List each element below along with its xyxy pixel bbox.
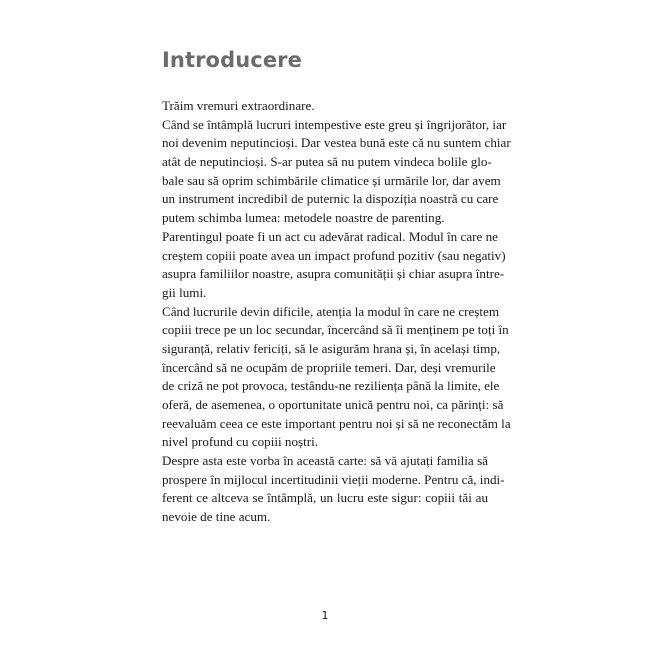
text-line: un instrument incredibil de puternic la dispoziția noastră cu care: [162, 191, 499, 207]
text-line: gii lumi.: [162, 284, 207, 300]
text-line: Parentingul poate fi un act cu adevărat radical. Modul în care ne: [162, 228, 498, 244]
page-number: 1: [321, 609, 329, 622]
text-line: Când lucrurile devin dificile, atenția la modul în care ne creștem: [162, 303, 500, 319]
text-line: nevoie de tine acum.: [162, 509, 271, 525]
text-line: creștem copiii poate avea un impact profund pozitiv (sau negativ): [162, 247, 506, 263]
text-line: nivel profund cu copiii noștri.: [162, 434, 319, 450]
text-line: Trăim vremuri extraordinare.: [162, 98, 315, 113]
body-text: [162, 97, 511, 527]
text-line: ferent ce altceva se întâmplă, un lucru este sigur: copiii tăi au: [162, 490, 488, 506]
text-line: de criză ne pot provoca, testându-ne reziliența până la limite, ele: [162, 378, 500, 394]
text-line: prospere în mijlocul incertitudinii vieții moderne. Pentru că, indi-: [162, 471, 505, 487]
text-line: Când se întâmplă lucruri intempestive este greu și îngrijorător, iar: [162, 116, 507, 132]
text-line: asupra familiilor noastre, asupra comunității și chiar asupra între-: [162, 266, 505, 282]
text-line: reevaluăm ceea ce este important pentru noi și să ne reconectăm la: [162, 415, 511, 431]
text-line: Despre asta este vorba în această carte: să vă ajutați familia să: [162, 453, 488, 469]
chapter-heading: Introducere: [162, 48, 302, 72]
text-line: bale sau să oprim schimbările climatice și urmările lor, dar avem: [162, 172, 501, 188]
text-line: siguranță, relativ fericiți, să le asigurăm hrana și, în același timp,: [162, 340, 501, 356]
text-line: copiii trece pe un loc secundar, încercând să îi menținem pe toți în: [162, 322, 509, 338]
text-line: încercând să ne ocupăm de propriile temeri. Dar, deși vremurile: [162, 359, 496, 375]
text-line: oferă, de asemenea, o oportunitate unică pentru noi, ca părinți: să: [162, 397, 504, 412]
text-line: atât de neputincioși. S-ar putea să nu putem vindeca bolile glo-: [162, 154, 492, 170]
text-line: putem schimba lumea: metodele noastre de parenting.: [162, 210, 445, 226]
text-line: noi devenim neputincioși. Dar vestea bună este că nu suntem chiar: [162, 135, 511, 151]
